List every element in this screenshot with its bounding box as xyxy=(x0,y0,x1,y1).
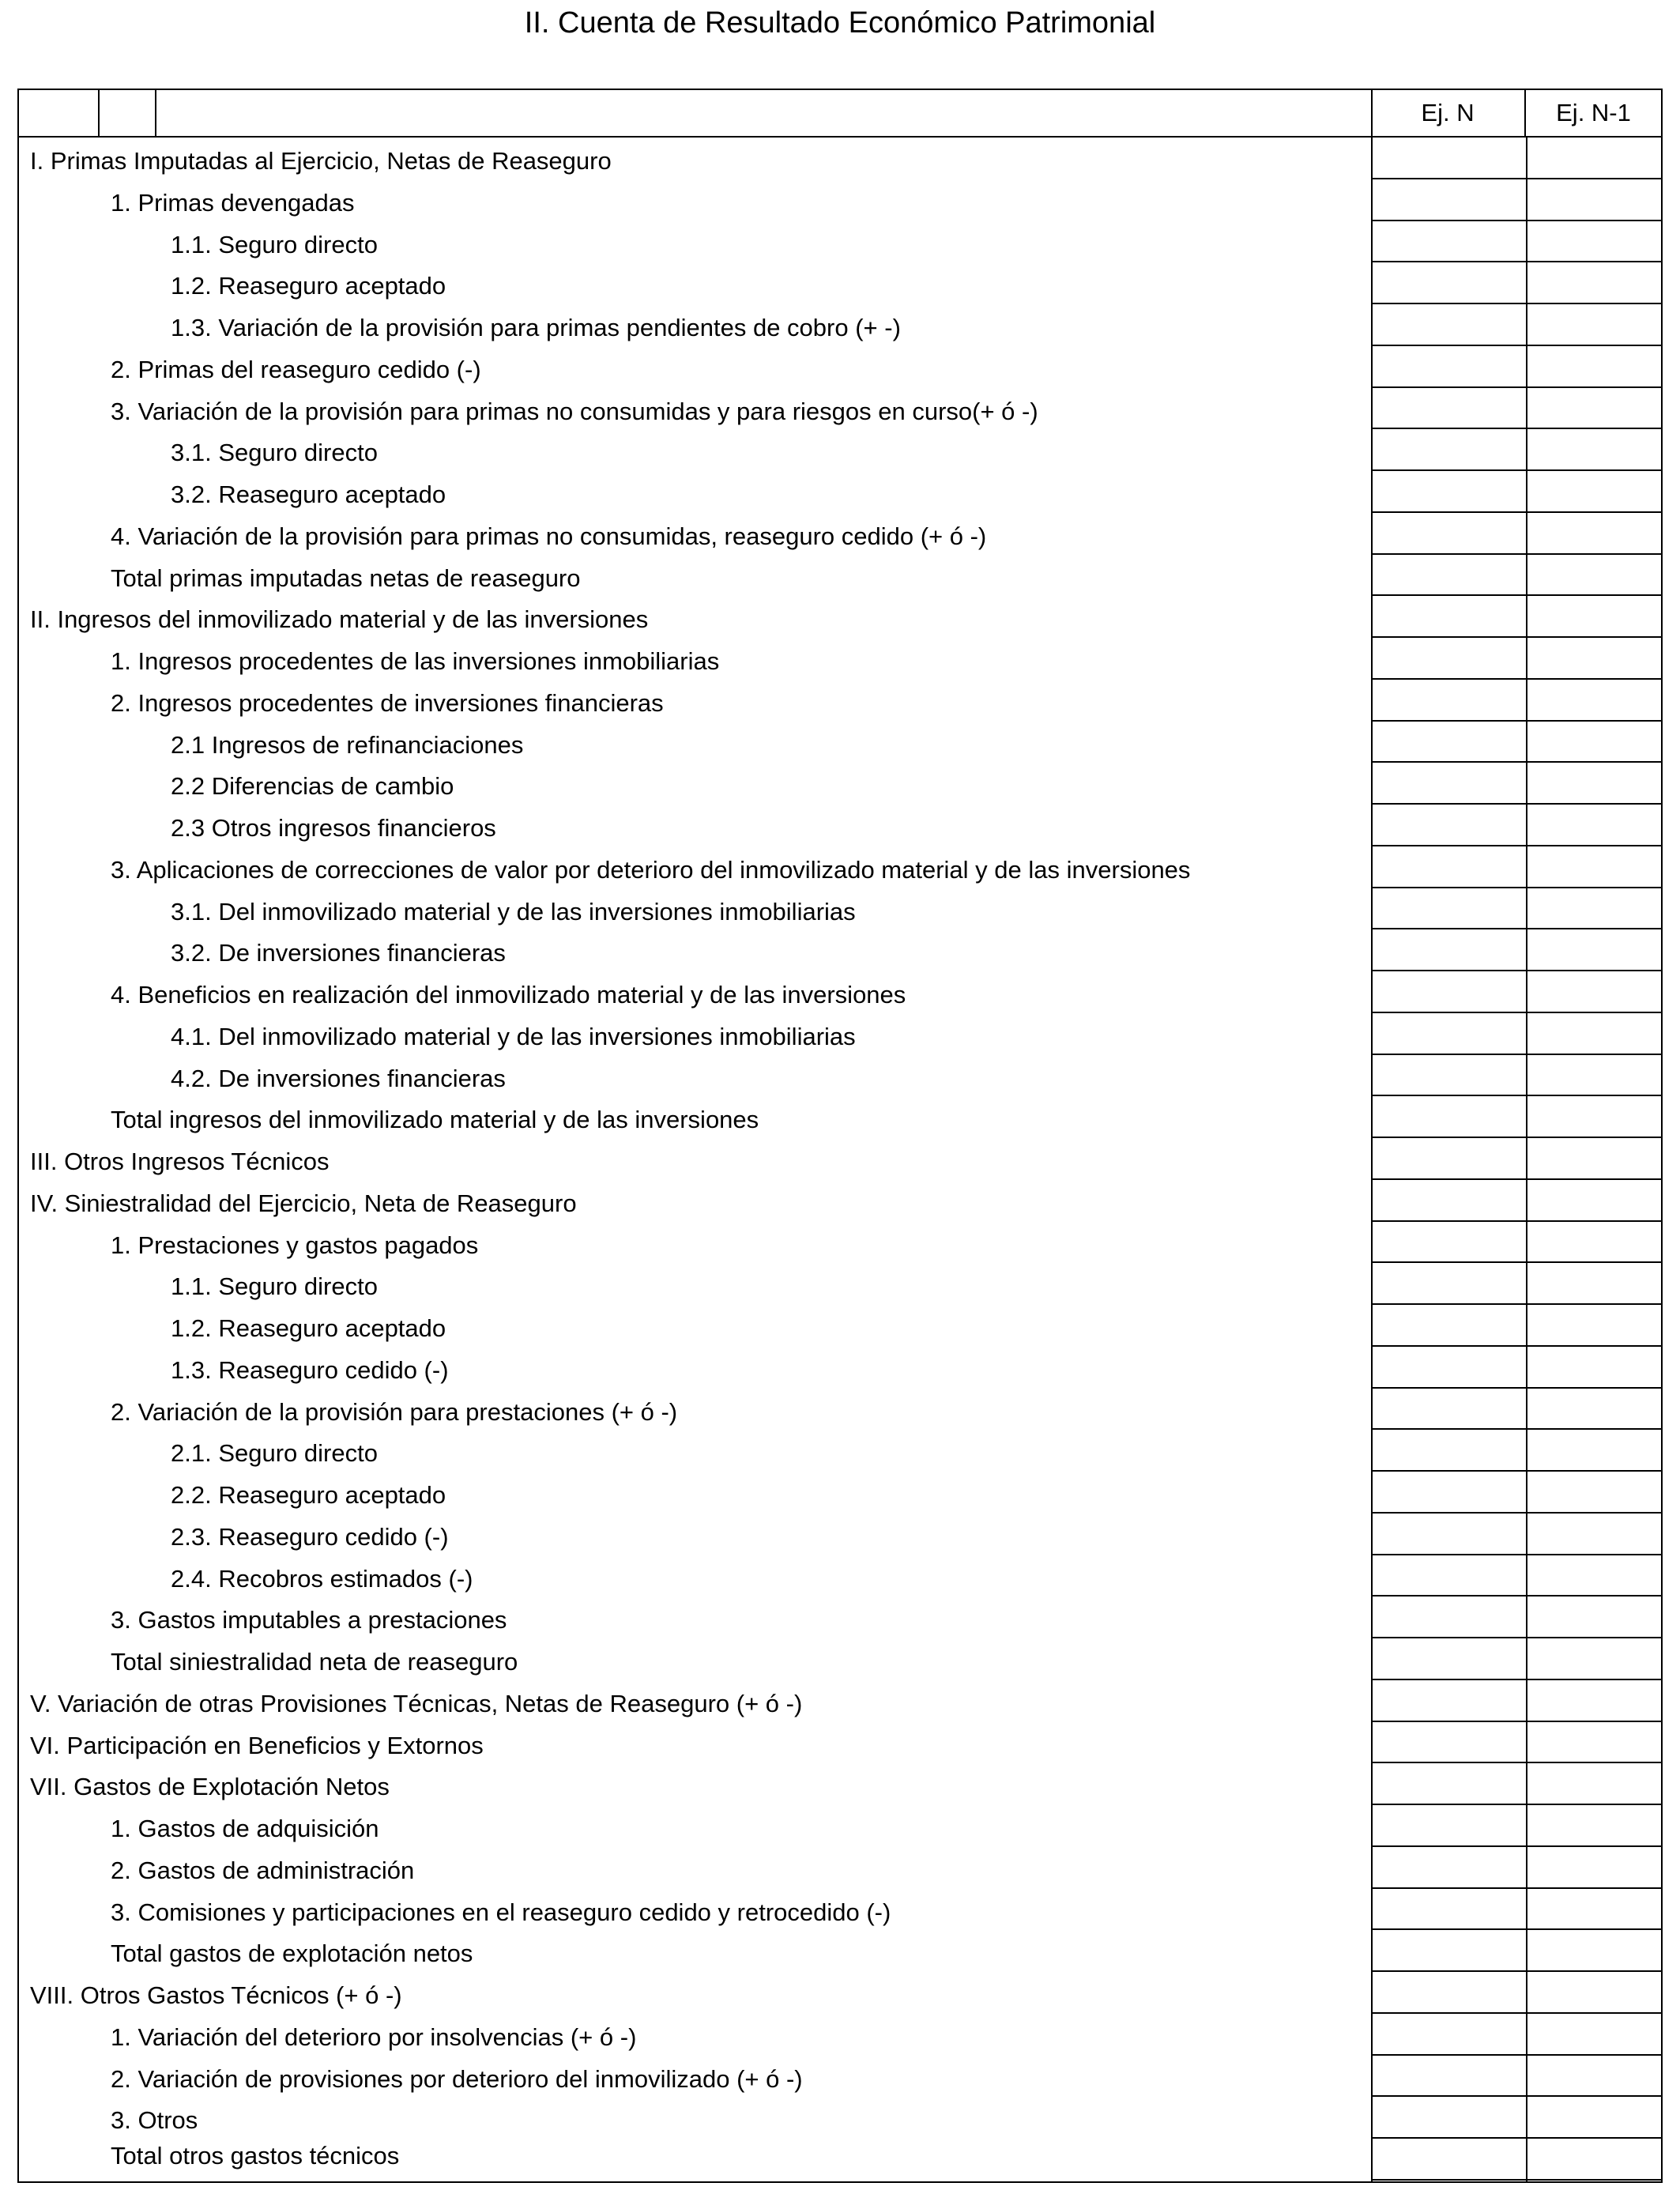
row-label: 2. Gastos de administración xyxy=(111,1856,415,1884)
value-cell-current-year[interactable] xyxy=(1373,1222,1526,1264)
table-row xyxy=(19,429,1661,471)
value-cell-current-year[interactable] xyxy=(1373,1763,1526,1805)
value-cell-current-year[interactable] xyxy=(1373,1638,1526,1680)
value-cell-previous-year[interactable] xyxy=(1527,929,1663,971)
row-label: 3. Otros xyxy=(111,2106,198,2135)
table-row xyxy=(19,1389,1661,1431)
row-label: II. Ingresos del inmovilizado material y de las inversiones xyxy=(30,605,649,634)
page-title: II. Cuenta de Resultado Económico Patrimonial xyxy=(524,6,1156,40)
column-header-previous-year: Ej. N-1 xyxy=(1556,99,1631,126)
table-row xyxy=(19,138,1661,179)
value-cell-previous-year[interactable] xyxy=(1527,1347,1663,1389)
value-cell-current-year[interactable] xyxy=(1373,2056,1526,2098)
table-row xyxy=(19,680,1661,722)
row-label: 3.2. De inversiones financieras xyxy=(171,939,506,967)
row-label: 2.2 Diferencias de cambio xyxy=(171,772,454,801)
value-cell-current-year[interactable] xyxy=(1373,1305,1526,1347)
row-label: 4. Beneficios en realización del inmovilizado material y de las inversiones xyxy=(111,981,906,1008)
table-row xyxy=(19,1680,1661,1722)
value-cell-previous-year[interactable] xyxy=(1527,2097,1663,2139)
value-cell-previous-year[interactable] xyxy=(1527,763,1663,805)
value-cell-current-year[interactable] xyxy=(1373,929,1526,971)
table-row xyxy=(19,555,1661,597)
value-cell-previous-year[interactable] xyxy=(1527,1514,1663,1555)
value-cell-previous-year[interactable] xyxy=(1527,1096,1663,1138)
header-blank-cell-2 xyxy=(98,90,156,136)
value-cell-current-year[interactable] xyxy=(1373,138,1526,179)
table-row xyxy=(19,1638,1661,1680)
row-label: 4.1. Del inmovilizado material y de las inversiones inmobiliarias xyxy=(171,1022,856,1050)
value-cell-current-year[interactable] xyxy=(1373,722,1526,763)
value-cell-previous-year[interactable] xyxy=(1527,1013,1663,1055)
value-cell-current-year[interactable] xyxy=(1373,2014,1526,2056)
value-cell-current-year[interactable] xyxy=(1373,1972,1526,2014)
value-cell-previous-year[interactable] xyxy=(1527,221,1663,263)
table-row xyxy=(19,2097,1661,2139)
value-cell-previous-year[interactable] xyxy=(1527,471,1663,513)
value-cell-current-year[interactable] xyxy=(1373,388,1526,430)
table-row xyxy=(19,1847,1661,1889)
table-row xyxy=(19,1138,1661,1180)
table-row xyxy=(19,1805,1661,1847)
table-row xyxy=(19,638,1661,680)
table-row xyxy=(19,1096,1661,1138)
value-cell-current-year[interactable] xyxy=(1373,1555,1526,1597)
table-row xyxy=(19,722,1661,763)
value-cell-current-year[interactable] xyxy=(1373,1389,1526,1431)
row-label: III. Otros Ingresos Técnicos xyxy=(30,1148,330,1175)
row-label: IV. Siniestralidad del Ejercicio, Neta de Reaseguro xyxy=(30,1189,577,1217)
row-label: 1.1. Seguro directo xyxy=(171,1272,378,1301)
value-cell-previous-year[interactable] xyxy=(1527,2056,1663,2098)
value-cell-current-year[interactable] xyxy=(1373,1096,1526,1138)
value-cell-previous-year[interactable] xyxy=(1527,1930,1663,1972)
table-row xyxy=(19,1972,1661,2014)
value-cell-current-year[interactable] xyxy=(1373,805,1526,846)
value-cell-previous-year[interactable] xyxy=(1527,846,1663,888)
value-cell-current-year[interactable] xyxy=(1373,555,1526,597)
value-cell-current-year[interactable] xyxy=(1373,1472,1526,1514)
table-row xyxy=(19,179,1661,221)
line-items xyxy=(19,138,1661,2181)
header-blank-cell-1 xyxy=(19,90,100,136)
value-cell-previous-year[interactable] xyxy=(1527,1847,1663,1889)
table-row xyxy=(19,2139,1661,2181)
table-row xyxy=(19,1430,1661,1472)
value-cell-current-year[interactable] xyxy=(1373,1889,1526,1931)
income-statement-form xyxy=(17,89,1663,2183)
value-cell-current-year[interactable] xyxy=(1373,1514,1526,1555)
row-label: 3. Comisiones y participaciones en el reaseguro cedido y retrocedido (-) xyxy=(111,1898,891,1926)
row-label: 1. Gastos de adquisición xyxy=(111,1815,379,1842)
table-row xyxy=(19,304,1661,346)
value-cell-previous-year[interactable] xyxy=(1527,888,1663,930)
value-cell-previous-year[interactable] xyxy=(1527,555,1663,597)
row-label: I. Primas Imputadas al Ejercicio, Netas de Reaseguro xyxy=(30,147,612,175)
value-cell-previous-year[interactable] xyxy=(1527,1263,1663,1305)
row-label: V. Variación de otras Provisiones Técnicas, Netas de Reaseguro (+ ó -) xyxy=(30,1689,803,1717)
value-cell-current-year[interactable] xyxy=(1373,1805,1526,1847)
table-row xyxy=(19,1180,1661,1222)
value-cell-previous-year[interactable] xyxy=(1527,1472,1663,1514)
table-row xyxy=(19,2014,1661,2056)
row-label: 3.1. Seguro directo xyxy=(171,439,378,467)
value-cell-previous-year[interactable] xyxy=(1527,429,1663,471)
value-cell-previous-year[interactable] xyxy=(1527,805,1663,846)
table-row xyxy=(19,1514,1661,1555)
value-cell-previous-year[interactable] xyxy=(1527,1805,1663,1847)
table-row xyxy=(19,1889,1661,1931)
value-cell-current-year[interactable] xyxy=(1373,1013,1526,1055)
row-label: 2.4. Recobros estimados (-) xyxy=(171,1564,473,1593)
value-cell-current-year[interactable] xyxy=(1373,1680,1526,1722)
value-cell-previous-year[interactable] xyxy=(1527,1430,1663,1472)
row-label: 3. Aplicaciones de correcciones de valor por deterioro del inmovilizado material y de las inversiones xyxy=(111,855,1191,884)
row-label: 1. Ingresos procedentes de las inversiones inmobiliarias xyxy=(111,647,720,675)
row-label: 2. Ingresos procedentes de inversiones financieras xyxy=(111,688,664,717)
table-row xyxy=(19,1263,1661,1305)
value-cell-current-year[interactable] xyxy=(1373,262,1526,304)
value-cell-current-year[interactable] xyxy=(1373,763,1526,805)
value-cell-current-year[interactable] xyxy=(1373,2097,1526,2139)
row-label: 1.2. Reaseguro aceptado xyxy=(171,272,446,300)
table-header xyxy=(19,90,1661,138)
row-label: VII. Gastos de Explotación Netos xyxy=(30,1773,390,1801)
row-label: VIII. Otros Gastos Técnicos (+ ó -) xyxy=(30,1981,402,2009)
value-cell-previous-year[interactable] xyxy=(1527,262,1663,304)
value-cell-previous-year[interactable] xyxy=(1527,138,1663,179)
table-row xyxy=(19,513,1661,555)
value-cell-previous-year[interactable] xyxy=(1527,722,1663,763)
table-row xyxy=(19,388,1661,430)
value-cell-previous-year[interactable] xyxy=(1527,638,1663,680)
row-label: 2.1 Ingresos de refinanciaciones xyxy=(171,730,524,759)
row-label: 3. Gastos imputables a prestaciones xyxy=(111,1606,507,1634)
row-label: 1.3. Reaseguro cedido (-) xyxy=(171,1355,449,1384)
table-row xyxy=(19,805,1661,846)
value-cell-previous-year[interactable] xyxy=(1527,1138,1663,1180)
value-cell-previous-year[interactable] xyxy=(1527,1638,1663,1680)
value-cell-current-year[interactable] xyxy=(1373,1596,1526,1638)
header-blank-cell-3 xyxy=(155,90,1373,136)
table-row xyxy=(19,888,1661,930)
value-cell-previous-year[interactable] xyxy=(1527,1889,1663,1931)
value-cell-previous-year[interactable] xyxy=(1527,1555,1663,1597)
row-label: 2. Variación de provisiones por deterioro del inmovilizado (+ ó -) xyxy=(111,2064,803,2093)
value-cell-current-year[interactable] xyxy=(1373,971,1526,1013)
row-label: VI. Participación en Beneficios y Extornos xyxy=(30,1731,484,1759)
row-label: 1.3. Variación de la provisión para primas pendientes de cobro (+ -) xyxy=(171,314,901,341)
value-cell-current-year[interactable] xyxy=(1373,1138,1526,1180)
value-cell-previous-year[interactable] xyxy=(1527,304,1663,346)
table-row xyxy=(19,471,1661,513)
table-row xyxy=(19,1763,1661,1805)
value-cell-current-year[interactable] xyxy=(1373,1847,1526,1889)
row-label: 1.1. Seguro directo xyxy=(171,230,378,258)
row-label: Total ingresos del inmovilizado material y de las inversiones xyxy=(111,1106,759,1134)
table-row xyxy=(19,1555,1661,1597)
value-cell-current-year[interactable] xyxy=(1373,221,1526,263)
value-cell-current-year[interactable] xyxy=(1373,2139,1526,2181)
value-cell-current-year[interactable] xyxy=(1373,680,1526,722)
row-label: 3. Variación de la provisión para primas no consumidas y para riesgos en curso(+ ó -) xyxy=(111,397,1038,425)
table-row xyxy=(19,1055,1661,1097)
value-cell-previous-year[interactable] xyxy=(1527,971,1663,1013)
table-row xyxy=(19,1347,1661,1389)
row-label: 3.2. Reaseguro aceptado xyxy=(171,481,446,508)
value-cell-current-year[interactable] xyxy=(1373,1347,1526,1389)
value-cell-current-year[interactable] xyxy=(1373,638,1526,680)
column-header-current-year: Ej. N xyxy=(1371,90,1526,136)
row-label: 2. Primas del reaseguro cedido (-) xyxy=(111,355,481,383)
table-row xyxy=(19,763,1661,805)
value-cell-current-year[interactable] xyxy=(1373,179,1526,221)
row-label: Total primas imputadas netas de reaseguro xyxy=(111,564,581,592)
value-cell-previous-year[interactable] xyxy=(1527,1972,1663,2014)
table-row xyxy=(19,1596,1661,1638)
value-cell-previous-year[interactable] xyxy=(1527,513,1663,555)
row-label: 1. Primas devengadas xyxy=(111,188,355,217)
row-label: Total otros gastos técnicos xyxy=(111,2142,400,2169)
value-cell-current-year[interactable] xyxy=(1373,346,1526,388)
row-label: 2.3 Otros ingresos financieros xyxy=(171,814,496,842)
value-cell-current-year[interactable] xyxy=(1373,888,1526,930)
table-row xyxy=(19,846,1661,888)
value-cell-previous-year[interactable] xyxy=(1527,1596,1663,1638)
table-row xyxy=(19,1722,1661,1764)
row-label: 4.2. De inversiones financieras xyxy=(171,1064,506,1092)
value-cell-previous-year[interactable] xyxy=(1527,1763,1663,1805)
value-cell-current-year[interactable] xyxy=(1373,429,1526,471)
table-row xyxy=(19,262,1661,304)
value-cell-previous-year[interactable] xyxy=(1527,1389,1663,1431)
row-label: Total siniestralidad neta de reaseguro xyxy=(111,1648,518,1676)
table-row xyxy=(19,221,1661,263)
value-cell-previous-year[interactable] xyxy=(1527,346,1663,388)
table-row xyxy=(19,1472,1661,1514)
value-cell-current-year[interactable] xyxy=(1373,513,1526,555)
value-cell-previous-year[interactable] xyxy=(1527,388,1663,430)
table-row xyxy=(19,1222,1661,1264)
table-row xyxy=(19,1930,1661,1972)
row-label: Total gastos de explotación netos xyxy=(111,1940,473,1968)
row-label: 2.3. Reaseguro cedido (-) xyxy=(171,1522,449,1551)
value-cell-previous-year[interactable] xyxy=(1527,1722,1663,1764)
table-row xyxy=(19,1305,1661,1347)
value-cell-previous-year[interactable] xyxy=(1527,1305,1663,1347)
value-cell-previous-year[interactable] xyxy=(1527,596,1663,638)
value-cell-previous-year[interactable] xyxy=(1527,1680,1663,1722)
value-cell-previous-year[interactable] xyxy=(1527,2014,1663,2056)
table-row xyxy=(19,596,1661,638)
value-cell-current-year[interactable] xyxy=(1373,1263,1526,1305)
value-cell-current-year[interactable] xyxy=(1373,471,1526,513)
table-row xyxy=(19,1013,1661,1055)
value-cell-current-year[interactable] xyxy=(1373,846,1526,888)
table-row xyxy=(19,2056,1661,2098)
table-row xyxy=(19,971,1661,1013)
value-cell-previous-year[interactable] xyxy=(1527,1180,1663,1222)
row-label: 3.1. Del inmovilizado material y de las inversiones inmobiliarias xyxy=(171,897,856,925)
row-label: 1. Variación del deterioro por insolvencias (+ ó -) xyxy=(111,2022,637,2051)
value-cell-current-year[interactable] xyxy=(1373,304,1526,346)
row-label: 1. Prestaciones y gastos pagados xyxy=(111,1231,479,1259)
value-cell-previous-year[interactable] xyxy=(1527,680,1663,722)
row-label: 4. Variación de la provisión para primas no consumidas, reaseguro cedido (+ ó -) xyxy=(111,522,987,550)
table-row xyxy=(19,346,1661,388)
value-cell-current-year[interactable] xyxy=(1373,1930,1526,1972)
value-cell-current-year[interactable] xyxy=(1373,1055,1526,1097)
value-cell-previous-year[interactable] xyxy=(1527,2139,1663,2181)
value-cell-previous-year[interactable] xyxy=(1527,1055,1663,1097)
value-cell-previous-year[interactable] xyxy=(1527,179,1663,221)
value-cell-current-year[interactable] xyxy=(1373,1180,1526,1222)
value-cell-previous-year[interactable] xyxy=(1527,1222,1663,1264)
row-label: 2.2. Reaseguro aceptado xyxy=(171,1481,446,1509)
value-cell-current-year[interactable] xyxy=(1373,596,1526,638)
value-cell-current-year[interactable] xyxy=(1373,1722,1526,1764)
value-cell-current-year[interactable] xyxy=(1373,1430,1526,1472)
row-label: 2. Variación de la provisión para prestaciones (+ ó -) xyxy=(111,1397,678,1426)
row-label: 1.2. Reaseguro aceptado xyxy=(171,1314,446,1342)
table-row xyxy=(19,929,1661,971)
row-label: 2.1. Seguro directo xyxy=(171,1439,378,1468)
